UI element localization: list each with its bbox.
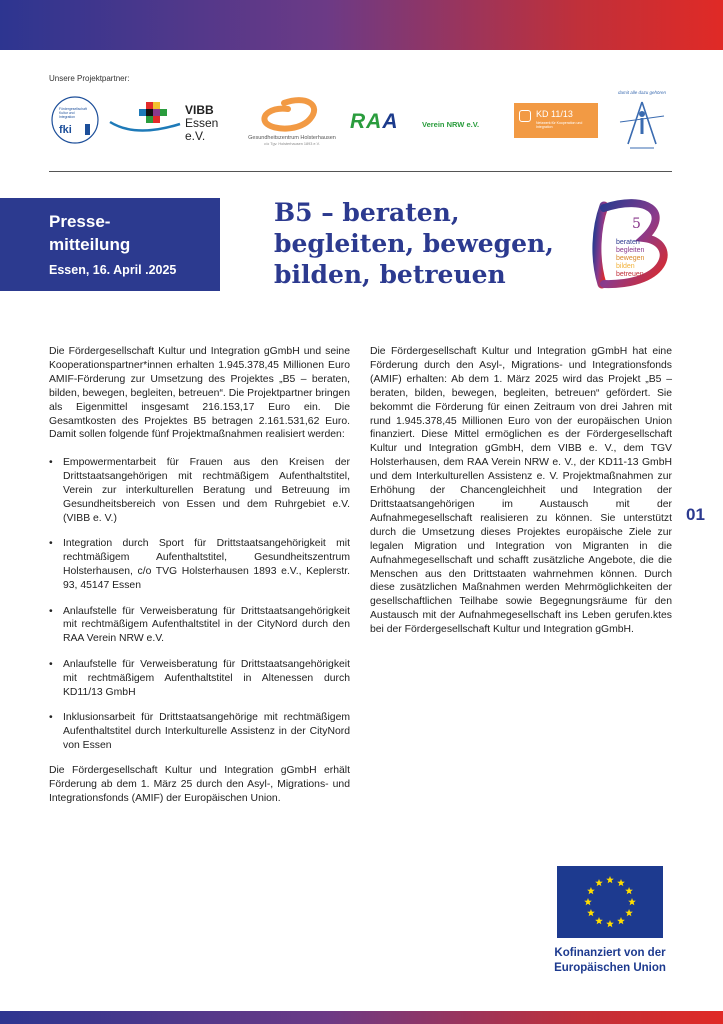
measures-list (49, 456, 350, 752)
b5-logo-word-5: betreuen (616, 271, 644, 278)
eu-star-icon (587, 909, 595, 916)
gesundheitszentrum-logo-subtitle: c/o Tgv. Holsterhausen 1893 e.V. (264, 142, 320, 146)
eu-star-icon (587, 887, 595, 894)
raa-logo-subtitle: Verein NRW e.V. (422, 120, 480, 129)
vibb-logo-subtitle: Essen e.V. (185, 116, 219, 143)
eu-cofunding-line-1: Kofinanziert von der (554, 947, 666, 959)
vibb-logo (108, 98, 238, 143)
eu-star-icon (584, 898, 592, 905)
right-column (370, 345, 672, 637)
b5-logo-word-2: begleiten (616, 247, 645, 254)
raa-logo-word: RAA (350, 110, 399, 133)
raa-logo-word-last-letter: A (382, 110, 399, 133)
kd1113-logo-title: KD 11/13 (536, 109, 573, 119)
eu-star-icon (628, 898, 636, 905)
eu-star-icon (606, 876, 614, 883)
top-gradient-bar (0, 0, 723, 50)
fki-logo-line-2: Kultur und (59, 111, 75, 115)
kd1113-logo-subtitle: Netzwerk für Kooperation und Integration (536, 121, 583, 129)
right-paragraph: Die Fördergesellschaft Kultur und Integration gGmbH hat eine Förderung durch den Asyl-, Migrations- und Integrationsfonds (AMIF) erhalten: Ab dem 1. März 2025 wird das Projekt „B5 – beraten, bilden, bewegen, begleiten, betreuen“ gefördert. Sie bekommt die Förderung für einen Zeitraum von drei Jahren mit rund 1.945.378,45 Millionen Euro von der europäischen Union finanziert. Diese Mittel ermöglichen es der Fördergesellschaft Kultur und Integration gGmbH, dem VIBB e. V., dem TGV Holsterhausen, dem RAA Verein NRW e. V., der KD11-13 GmbH und dem Interkulturellen Assistenz e. V. Projektmaßnahmen zur Erhöhung der Chancengleichheit und Integration der Drittstaatsangehörigen im Austausch mit der Aufnahmegesellschaft realisieren zu können. Sie unterstützt durch die Umsetzung dieses Projektes europäische Ziele zur legalen Migration und Integration von Migranten in die Aufnahmegesellschaft und schafft zusätzliche Angebote, die die Menschen aus den Drittstaaten wahrnehmen können. Durch diese zusätzlichen Maßnahmen werden Mehrmöglichkeiten der gesellschaftlichen Teilhabe sowie Begegnungsräume für den Austausch mit der Aufnahmegesellschaft ins Leben gerufen.ktes bei der Fördergesellschaft Kultur und Integration gGmbH. (370, 346, 672, 636)
press-release-title (49, 210, 130, 256)
kd1113-logo (514, 103, 598, 138)
eu-flag (557, 866, 663, 938)
fki-logo (50, 95, 100, 145)
partners-label: Unsere Projektpartner: (49, 74, 130, 83)
eu-cofunding-line-2: Europäischen Union (554, 962, 666, 974)
page-number: 01 (686, 505, 705, 524)
vibb-logo-title: VIBB (185, 103, 214, 117)
b5-logo-word-3: bewegen (616, 255, 645, 262)
left-closing-paragraph: Die Fördergesellschaft Kultur und Integration gGmbH erhält Förderung ab dem 1. März 25 durch den Asyl-, Migrations- und Integrationsfonds (AMIF) der Europäischen Union. (49, 765, 350, 804)
eu-star-icon (625, 887, 633, 894)
vibb-logo-text (185, 104, 238, 143)
press-release-box (0, 198, 220, 291)
kd-badge-icon (519, 110, 531, 122)
headline (274, 197, 554, 290)
headline-line-1: B5 – beraten, (274, 198, 460, 227)
b5-logo (586, 198, 676, 290)
eu-star-icon (595, 879, 603, 886)
fki-logo-line-1: Fördergesellschaft (59, 107, 87, 111)
press-title-line-1: Presse- (49, 212, 111, 231)
left-column (49, 345, 350, 806)
header-divider (49, 171, 672, 172)
b5-logo-word-1: beraten (616, 239, 640, 246)
measure-item: • Inklusionsarbeit für Drittstaatsangehörige mit rechtmäßigem Aufenthaltstitel durch Interkulturelle Assistenz in der CityNord von Essen (49, 711, 350, 753)
measure-item: • Anlaufstelle für Verweisberatung für Drittstaatsangehörigkeit mit rechtmäßigem Aufenthaltstitel in der CityNord durch den RAA Verein NRW e.V. (49, 605, 350, 647)
measure-item: • Empowermentarbeit für Frauen aus den Kreisen der Drittstaatsangehörigen mit rechtmäßigem Aufenthaltstitel, Verein zur interkulturellen Beratung und Betreuung im Gesundheitsbereich von Essen und dem Ruhrgebiet e.V. (VIBB e. V.) (49, 456, 350, 526)
measure-item: • Anlaufstelle für Verweisberatung für Drittstaatsangehörigkeit mit rechtmäßigem Aufenthaltstitel in Altenessen durch KD11/13 GmbH (49, 658, 350, 700)
gesundheitszentrum-logo-title: Gesundheitszentrum Holsterhausen (248, 135, 336, 141)
press-title-line-2: mitteilung (49, 235, 131, 254)
eu-star-icon (625, 909, 633, 916)
measure-item: • Integration durch Sport für Drittstaatsangehörigkeit mit rechtmäßigem Aufenthaltstitel, Gesundheitszentrum Holsterhausen, c/o TVG Holsterhausen 1893 e.V., Keplerstr. 93, 45147 Essen (49, 537, 350, 593)
fki-logo-line-3: Integration (59, 115, 76, 119)
headline-line-3: bilden, betreuen (274, 260, 506, 289)
raa-logo (350, 110, 500, 134)
ia-logo-tagline: damit alle dazu gehören (617, 90, 667, 95)
fki-logo-mark: fki (59, 124, 72, 136)
eu-star-icon (595, 917, 603, 924)
eu-star-icon (606, 920, 614, 927)
press-release-date: Essen, 16. April .2025 (49, 263, 177, 277)
gesundheitszentrum-logo (244, 97, 340, 153)
eu-star-icon (617, 879, 625, 886)
b5-logo-word-4: bilden (616, 263, 635, 270)
left-intro-paragraph: Die Fördergesellschaft Kultur und Integration gGmbH und seine Kooperationspartner*innen erhalten 1.945.378,45 Millionen Euro AMIF-Förderung zur Umsetzung des Projektes „B5 – beraten, bilden, bewegen, begleiten, betreuen“. Die Projektpartner bringen als Eigenmittel insgesamt 216.153,17 Euro ein. Die Gesamtkosten des Projektes B5 betragen 2.161.531,62 Euro. Damit sollen folgende fünf Projektmaßnahmen realisiert werden: (49, 346, 350, 441)
eu-star-icon (617, 917, 625, 924)
headline-line-2: begleiten, bewegen, (274, 229, 554, 258)
b5-logo-number: 5 (632, 216, 641, 232)
interkulturelle-assistenz-logo (614, 90, 670, 150)
bottom-gradient-bar (0, 1011, 723, 1024)
eu-cofunding-label (540, 946, 680, 976)
